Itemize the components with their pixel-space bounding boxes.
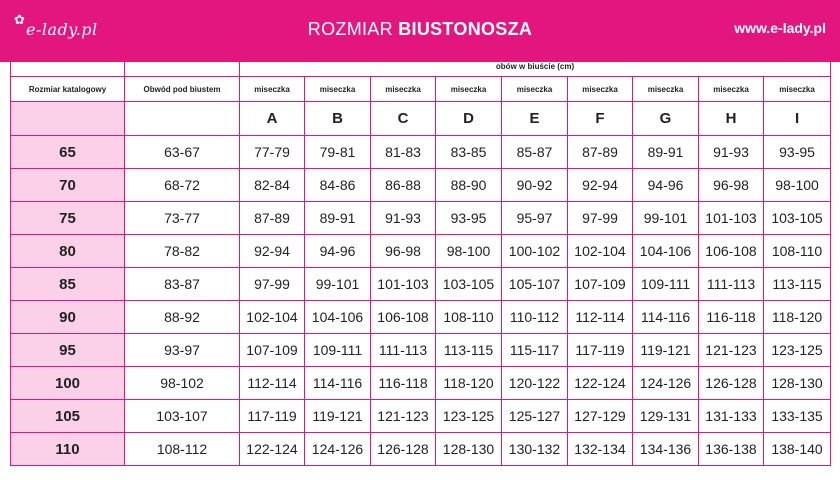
bust-cell: 97-99 [568,202,633,235]
butterfly-icon: ✿ [14,12,25,27]
bust-cell: 111-113 [699,268,764,301]
bust-cell: 126-128 [699,367,764,400]
bust-cell: 109-111 [633,268,699,301]
cup-label: miseczka [633,77,699,102]
bust-cell: 106-108 [699,235,764,268]
bust-cell: 102-104 [568,235,633,268]
cup-label: miseczka [371,77,436,102]
bust-cell: 121-123 [371,400,436,433]
bust-cell: 130-132 [502,433,568,466]
bust-cell: 87-89 [240,202,305,235]
bust-cell: 115-117 [502,334,568,367]
size-cell: 90 [11,301,125,334]
empty-cell [11,102,125,136]
bust-cell: 124-126 [633,367,699,400]
bust-cell: 101-103 [371,268,436,301]
table-row [11,301,831,334]
size-cell: 70 [11,169,125,202]
bust-cell: 108-110 [436,301,502,334]
bust-cell: 91-93 [371,202,436,235]
bust-cell: 113-115 [764,268,831,301]
bust-cell: 116-118 [371,367,436,400]
table-row [11,400,831,433]
table-row [11,334,831,367]
bust-cell: 125-127 [502,400,568,433]
bust-cell: 138-140 [764,433,831,466]
bust-cell: 106-108 [371,301,436,334]
band-cell: 108-112 [125,433,240,466]
bust-cell: 110-112 [502,301,568,334]
group-header: obów w biuście (cm) [240,56,831,77]
bust-cell: 107-109 [568,268,633,301]
cup-letter: I [764,102,831,136]
size-cell: 65 [11,136,125,169]
title-bold: BIUSTONOSZA [398,19,533,39]
bust-cell: 94-96 [633,169,699,202]
bust-cell: 119-121 [305,400,371,433]
size-cell: 95 [11,334,125,367]
bust-cell: 91-93 [699,136,764,169]
band-cell: 93-97 [125,334,240,367]
bust-cell: 105-107 [502,268,568,301]
bust-cell: 128-130 [764,367,831,400]
band-cell: 88-92 [125,301,240,334]
bust-cell: 99-101 [305,268,371,301]
bust-cell: 109-111 [305,334,371,367]
bust-cell: 104-106 [305,301,371,334]
band-cell: 63-67 [125,136,240,169]
column-label-row [11,77,831,102]
bust-cell: 104-106 [633,235,699,268]
bust-cell: 126-128 [371,433,436,466]
band-cell: 73-77 [125,202,240,235]
cup-label: miseczka [502,77,568,102]
bust-cell: 123-125 [436,400,502,433]
bust-cell: 129-131 [633,400,699,433]
bust-cell: 107-109 [240,334,305,367]
col-size-header: Rozmiar katalogowy [11,77,125,102]
bust-cell: 116-118 [699,301,764,334]
bust-cell: 96-98 [699,169,764,202]
bust-cell: 103-105 [764,202,831,235]
table-row [11,169,831,202]
bust-cell: 86-88 [371,169,436,202]
cup-label: miseczka [240,77,305,102]
cup-letter: H [699,102,764,136]
bust-cell: 93-95 [764,136,831,169]
bust-cell: 112-114 [568,301,633,334]
band-cell: 103-107 [125,400,240,433]
empty-cell [125,56,240,77]
table-row [11,235,831,268]
bust-cell: 87-89 [568,136,633,169]
table-row [11,433,831,466]
band-cell: 83-87 [125,268,240,301]
band-cell: 68-72 [125,169,240,202]
band-cell: 98-102 [125,367,240,400]
bust-cell: 136-138 [699,433,764,466]
bust-cell: 100-102 [502,235,568,268]
bust-cell: 112-114 [240,367,305,400]
bust-cell: 132-134 [568,433,633,466]
bust-cell: 102-104 [240,301,305,334]
bust-cell: 82-84 [240,169,305,202]
bust-cell: 98-100 [436,235,502,268]
size-cell: 75 [11,202,125,235]
table-row [11,136,831,169]
bust-cell: 77-79 [240,136,305,169]
cup-letter: C [371,102,436,136]
bust-cell: 127-129 [568,400,633,433]
bust-cell: 94-96 [305,235,371,268]
bust-cell: 120-122 [502,367,568,400]
cup-letter-row [11,102,831,136]
cup-letter: A [240,102,305,136]
bust-cell: 89-91 [305,202,371,235]
table-row [11,367,831,400]
size-cell: 85 [11,268,125,301]
bust-cell: 84-86 [305,169,371,202]
bust-cell: 122-124 [240,433,305,466]
brand-logo[interactable]: e-lady.pl [26,20,98,39]
bust-cell: 122-124 [568,367,633,400]
bust-cell: 81-83 [371,136,436,169]
bust-cell: 108-110 [764,235,831,268]
bust-cell: 95-97 [502,202,568,235]
page-title [0,19,840,40]
bust-cell: 96-98 [371,235,436,268]
bust-cell: 93-95 [436,202,502,235]
bust-cell: 119-121 [633,334,699,367]
header-banner [0,0,840,62]
empty-cell [125,102,240,136]
cup-label: miseczka [436,77,502,102]
bust-cell: 92-94 [240,235,305,268]
cup-letter: D [436,102,502,136]
bust-cell: 111-113 [371,334,436,367]
size-cell: 80 [11,235,125,268]
bust-cell: 92-94 [568,169,633,202]
table-row [11,268,831,301]
col-band-header: Obwód pod biustem [125,77,240,102]
bust-cell: 114-116 [305,367,371,400]
bust-cell: 97-99 [240,268,305,301]
cup-letter: E [502,102,568,136]
empty-cell [11,56,125,77]
bust-cell: 101-103 [699,202,764,235]
cup-letter: F [568,102,633,136]
cup-label: miseczka [568,77,633,102]
bust-cell: 103-105 [436,268,502,301]
size-cell: 105 [11,400,125,433]
bust-cell: 118-120 [764,301,831,334]
bust-cell: 128-130 [436,433,502,466]
bust-cell: 134-136 [633,433,699,466]
bust-cell: 99-101 [633,202,699,235]
bust-cell: 113-115 [436,334,502,367]
bust-cell: 123-125 [764,334,831,367]
bust-cell: 131-133 [699,400,764,433]
bust-cell: 133-135 [764,400,831,433]
bust-cell: 85-87 [502,136,568,169]
bust-cell: 117-119 [568,334,633,367]
cup-label: miseczka [764,77,831,102]
bust-cell: 118-120 [436,367,502,400]
cup-label: miseczka [305,77,371,102]
band-cell: 78-82 [125,235,240,268]
size-table [10,55,831,466]
group-header-row [11,56,831,77]
title-light: ROZMIAR [307,19,393,39]
bust-cell: 98-100 [764,169,831,202]
bust-cell: 79-81 [305,136,371,169]
bust-cell: 83-85 [436,136,502,169]
cup-letter: G [633,102,699,136]
size-cell: 100 [11,367,125,400]
bust-cell: 88-90 [436,169,502,202]
cup-letter: B [305,102,371,136]
bust-cell: 117-119 [240,400,305,433]
bust-cell: 121-123 [699,334,764,367]
bust-cell: 124-126 [305,433,371,466]
site-link[interactable]: www.e-lady.pl [734,20,826,36]
bust-cell: 90-92 [502,169,568,202]
bust-cell: 89-91 [633,136,699,169]
table-row [11,202,831,235]
cup-label: miseczka [699,77,764,102]
size-cell: 110 [11,433,125,466]
bust-cell: 114-116 [633,301,699,334]
